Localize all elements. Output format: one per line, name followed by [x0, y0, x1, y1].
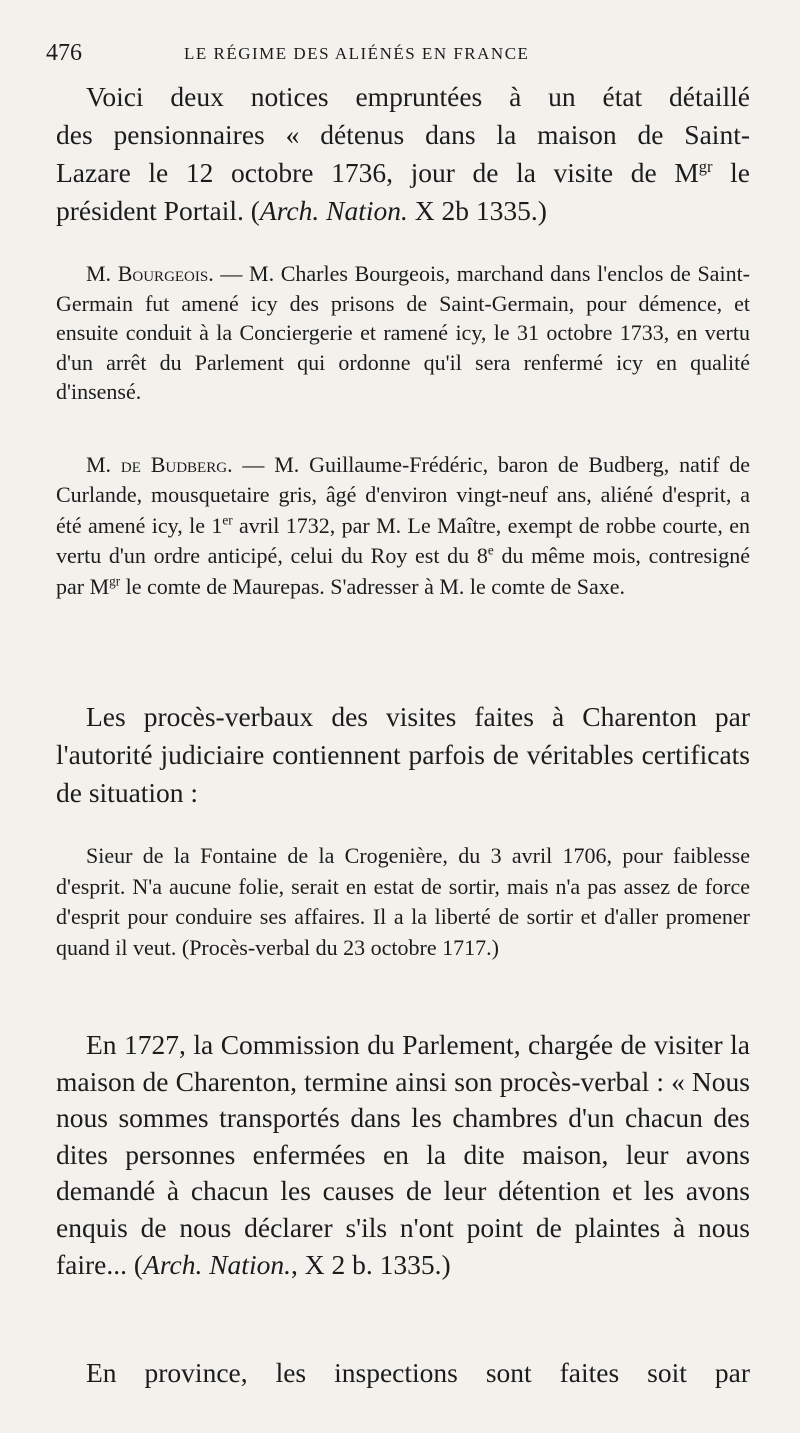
archive-reference: Arch. Nation.: [259, 195, 408, 226]
notice-name-bourgeois: Bourgeois: [117, 261, 209, 286]
intro-paragraph: [56, 78, 750, 230]
intro-line-2: des pensionnaires « détenus dans la maison de Saint-: [56, 119, 750, 150]
paragraph-1727: En 1727, la Commission du Parlement, chargée de visiter la maison de Charenton, termine ainsi son procès-verbal : « Nous nous sommes transportés dans les chambres d'un chacun des dites personnes enfermées en la dite maison, leur avons demandé à chacun les causes de leur détention et les avons enquis de nous déclarer s'ils n'ont point de plaintes à nous faire... (Arch. Nation., X 2 b. 1335.): [56, 1029, 750, 1280]
notice-bourgeois: M. Bourgeois. — M. Charles Bourgeois, marchand dans l'enclos de Saint-Germain fut amené icy des prisons de Saint-Germain, pour démence, et ensuite conduit à la Conciergerie et ramené icy, le 31 octobre 1733, en vertu d'un arrêt du Parlement qui ordonne qu'il sera renfermé icy en qualité d'insensé.: [56, 261, 751, 405]
running-title: LE RÉGIME DES ALIÉNÉS EN FRANCE: [184, 44, 530, 63]
notice-name-budberg: de Budberg: [120, 452, 228, 477]
paragraph-charenton: Les procès-verbaux des visites faites à Charenton par l'autorité judiciaire contiennent parfois de véritables certificats de situation :: [56, 701, 750, 808]
notice-budberg: M. de Budberg. — M. Guillaume-Frédéric, baron de Budberg, natif de Curlande, mousquetaire gris, âgé d'environ vingt-neuf ans, aliéné d'esprit, a été amené icy, le 1er avril 1732, par M. Le Maître, exempt de robbe courte, en vertu d'un ordre anticipé, celui du Roy est du 8e du même mois, contresigné par $M^{gr}$ le comte de Maurepas. S'adresser à M. le comte de Saxe.: [56, 452, 751, 599]
quote-fontaine: Sieur de la Fontaine de la Crogenière, du 3 avril 1706, pour faiblesse d'esprit. N'a aucune folie, serait en estat de sortir, mais n'a pas assez de force d'esprit pour conduire ses affaires. Il a la liberté de sortir et d'aller promener quand il veut. (Procès-verbal du 23 octobre 1717.): [56, 843, 750, 960]
intro-line-4: président Portail. (Arch. Nation. X 2b 1335.): [56, 195, 547, 226]
intro-line-1: Voici deux notices empruntées à un état détaillé: [86, 81, 750, 112]
superscript-mgr: gr: [698, 156, 713, 176]
archive-reference-2: Arch. Nation.: [143, 1248, 291, 1280]
paragraph-province: En province, les inspections sont faites soit par: [86, 1357, 750, 1388]
page-number: 476: [46, 40, 82, 66]
intro-line-3: Lazare le 12 octobre 1736, jour de la visite de $M^{gr}$ le: [56, 156, 750, 188]
